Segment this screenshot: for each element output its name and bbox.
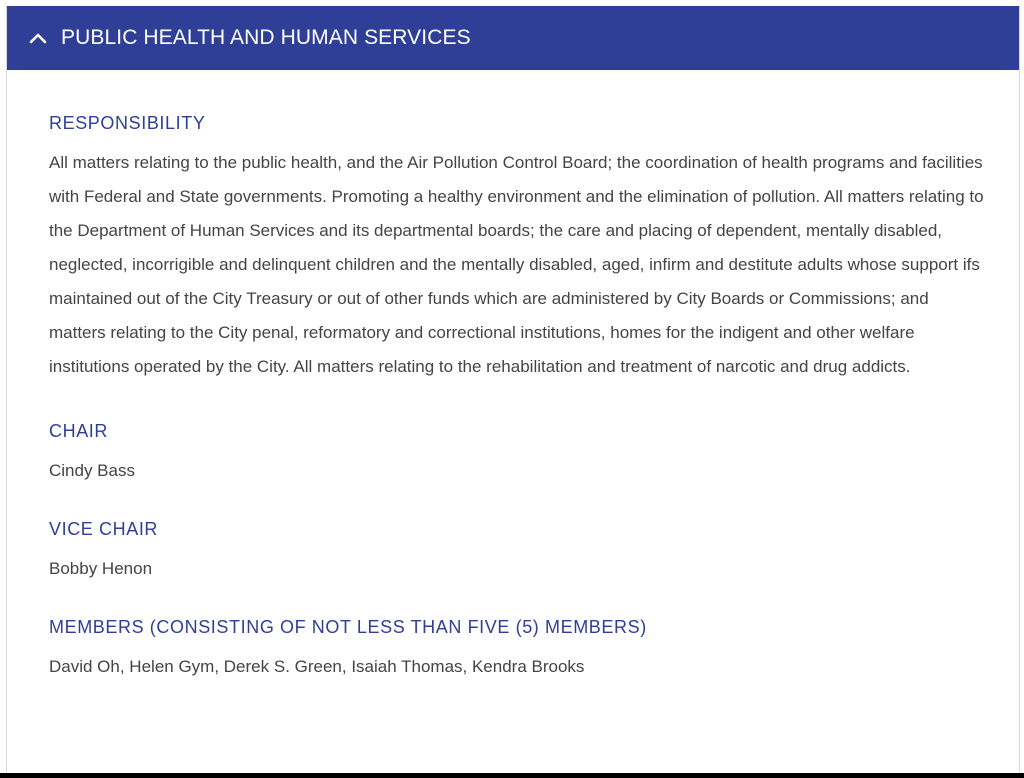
vice-chair-name: Bobby Henon: [49, 559, 153, 578]
accordion-header[interactable]: [7, 6, 1019, 70]
vice-chair-heading: VICE CHAIR: [49, 519, 159, 539]
responsibility-heading: RESPONSIBILITY: [49, 113, 206, 133]
members-heading: MEMBERS (CONSISTING OF NOT LESS THAN FIVE (5) MEMBERS): [49, 617, 647, 637]
members-list: David Oh, Helen Gym, Derek S. Green, Isaiah Thomas, Kendra Brooks: [49, 657, 585, 676]
bottom-divider: [0, 773, 1024, 778]
accordion-title: PUBLIC HEALTH AND HUMAN SERVICES: [61, 26, 471, 49]
chevron-up-icon[interactable]: [27, 27, 49, 49]
committee-accordion: [6, 6, 1020, 774]
chair-heading: CHAIR: [49, 421, 109, 441]
responsibility-text: All matters relating to the public health, and the Air Pollution Control Board; the coordination of health programs and facilities with Federal and State governments. Promoting a healthy environment and the elimination of pollution. All matters relating to the Department of Human Services and its departmental boards; the care and placing of dependent, mentally disabled, neglected, incorrigible and delinquent children and the mentally disabled, aged, infirm and destitute adults whose support ifs maintained out of the City Treasury or out of other funds which are administered by City Boards or Commissions; and matters relating to the City penal, reformatory and correctional institutions, homes for the indigent and other welfare institutions operated by the City. All matters relating to the rehabilitation and treatment of narcotic and drug addicts.: [49, 153, 984, 376]
accordion-body: [7, 70, 1019, 684]
chair-name: Cindy Bass: [49, 461, 135, 480]
